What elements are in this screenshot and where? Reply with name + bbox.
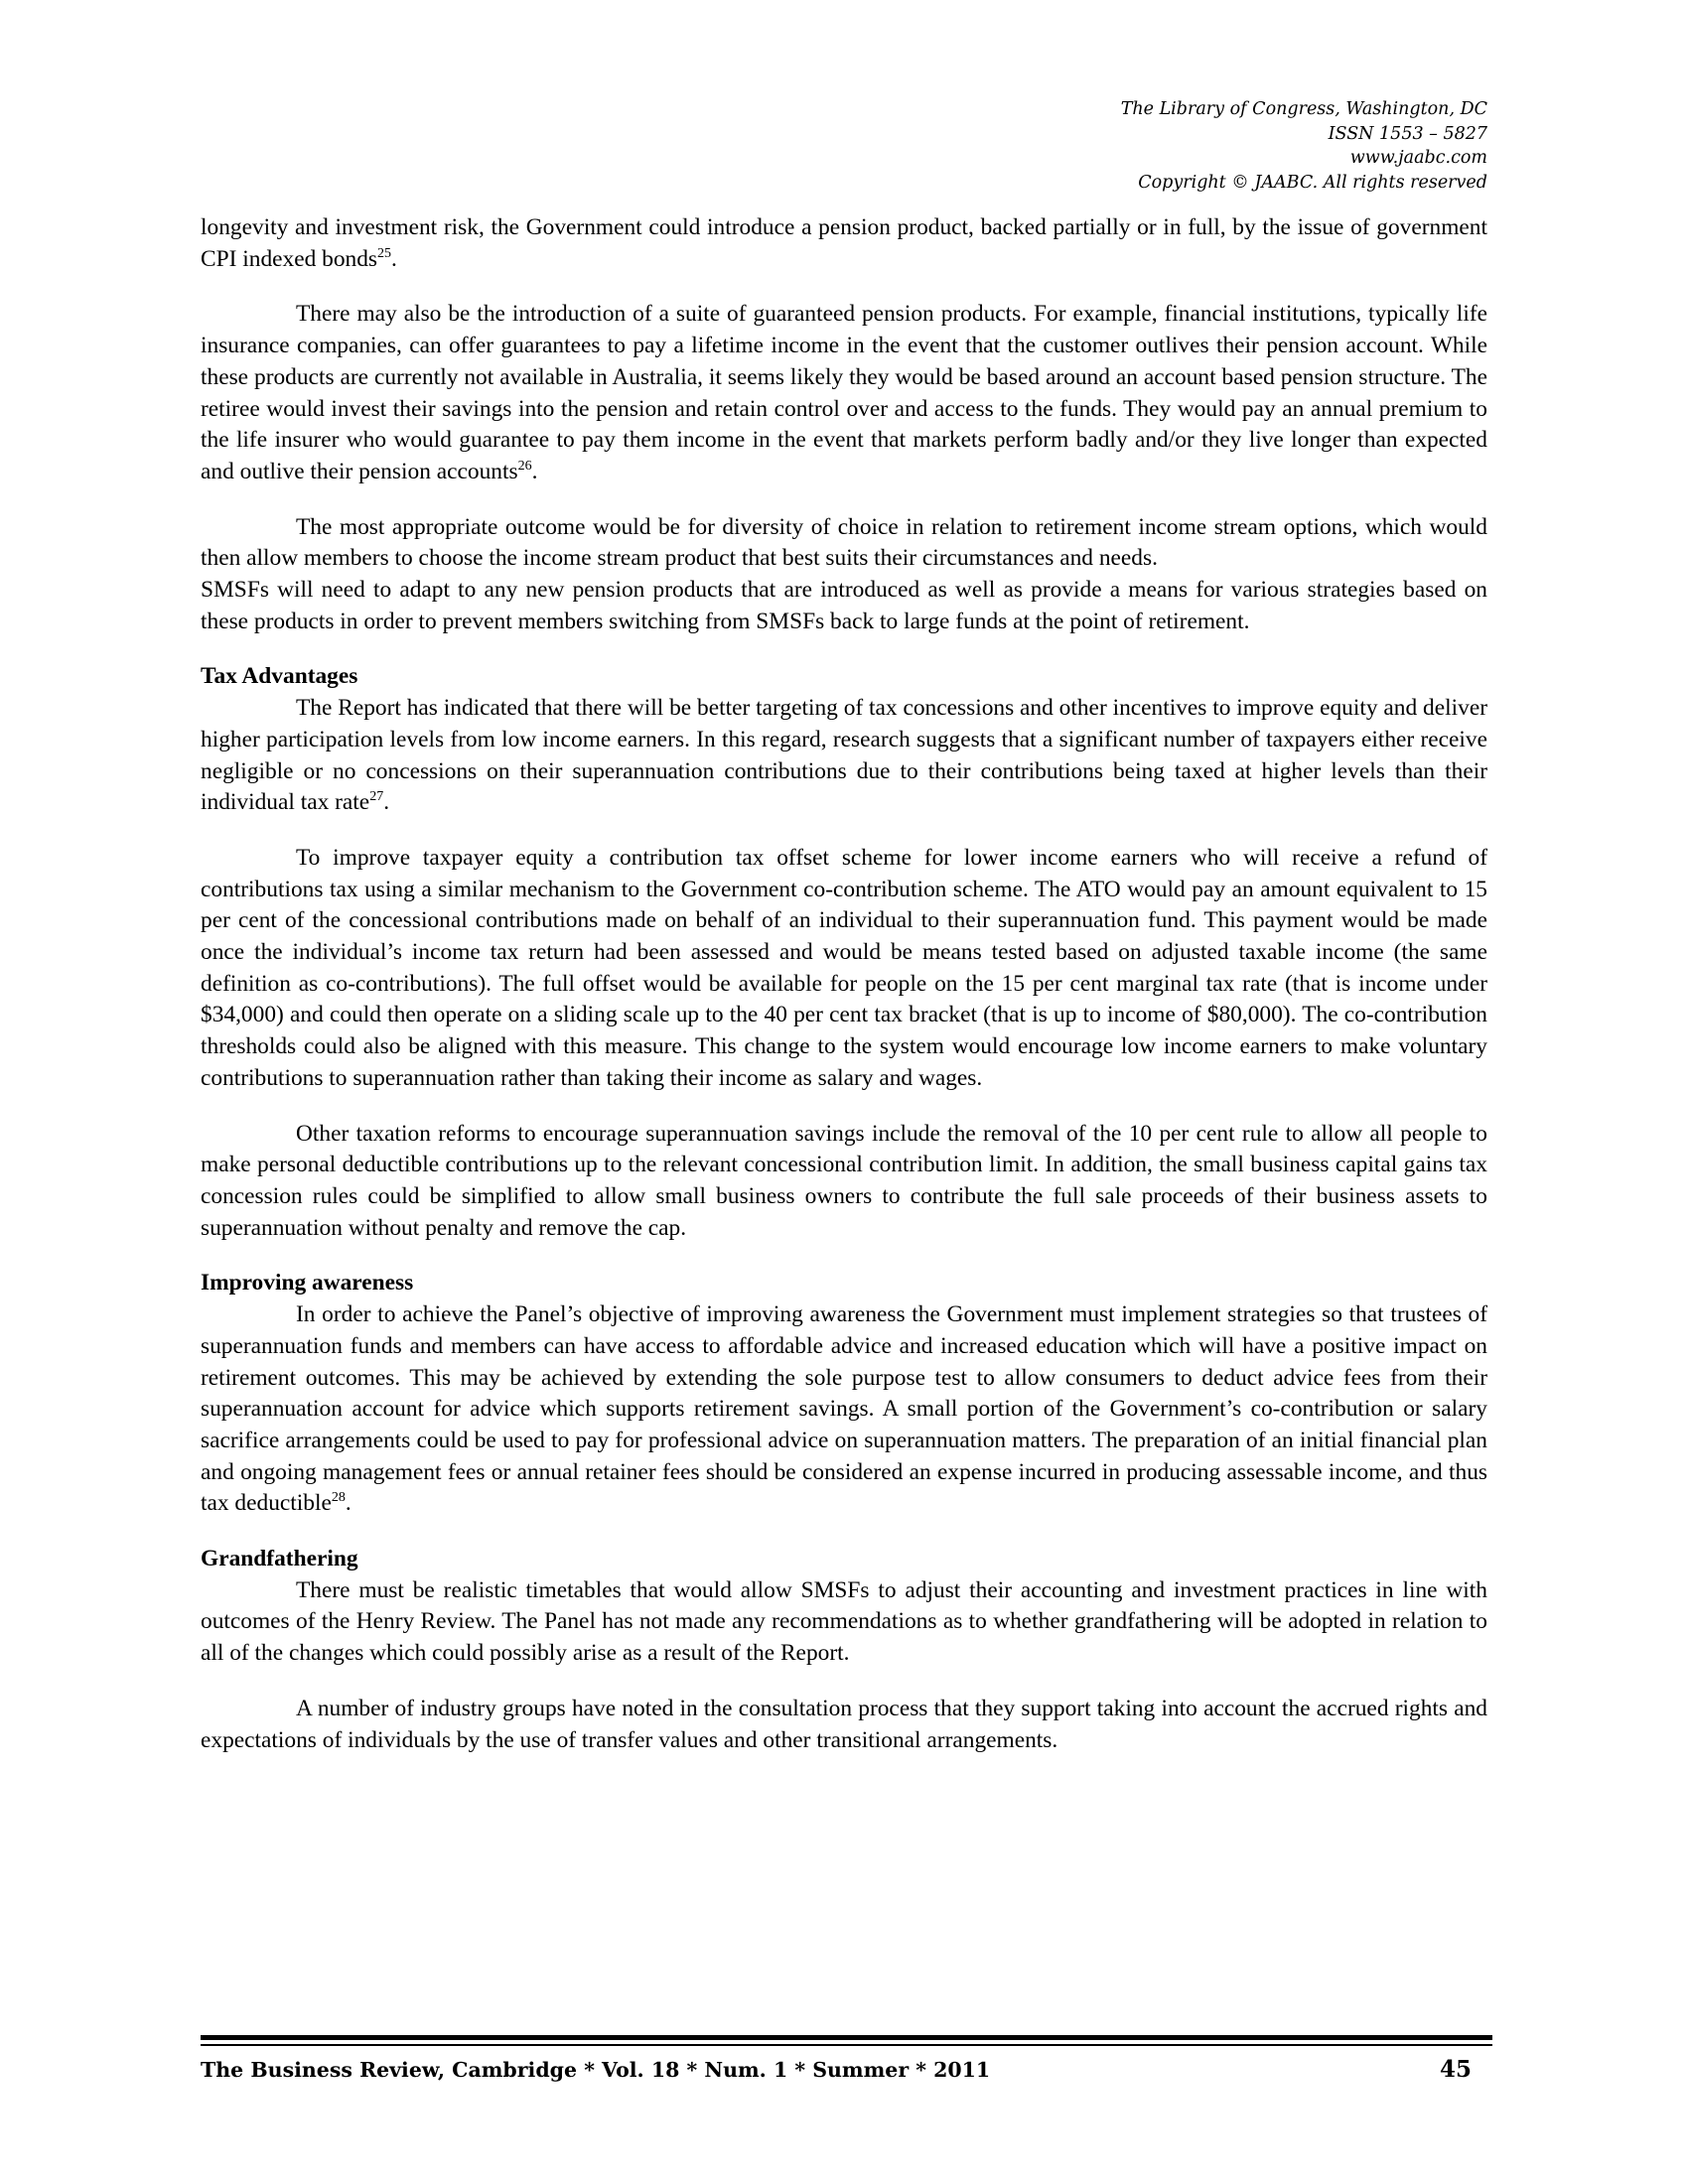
paragraph: The most appropriate outcome would be for diversity of choice in relation to retirement income stream options, which would then allow members to choose the income stream product that best suits their circumstances and needs. [201, 513, 1487, 572]
section-heading-improving-awareness: Improving awareness [201, 1270, 414, 1297]
paragraph: longevity and investment risk, the Government could introduce a pension product, backed partially or in full, by the issue of government CPI indexed bonds$^{25}$. [201, 214, 1487, 272]
footnote-ref: 28 [331, 1490, 346, 1506]
footer-journal-title: The Business Review, Cambridge * Vol. 18 * Num. 1 * Summer * 2011 [201, 2058, 991, 2082]
article-body [201, 212, 1487, 1756]
header-website-line: www.jaabc.com [1349, 148, 1487, 168]
section-heading-grandfathering: Grandfathering [201, 1546, 358, 1572]
paragraph: A number of industry groups have noted in the consultation process that they support taking into account the accrued rights and expectations of individuals by the use of transfer values and other transitional arrangements. [201, 1695, 1487, 1753]
paragraph: The Report has indicated that there will be better targeting of tax concessions and other incentives to improve equity and deliver higher participation levels from low income earners. In this regard, research suggests that a significant number of taxpayers either receive negligible or no concessions on their superannuation contributions due to their contributions being taxed at higher levels than their individual tax rate$^{27}$. [201, 695, 1487, 816]
footer-rule-thin [201, 2044, 1492, 2046]
paragraph: To improve taxpayer equity a contribution tax offset scheme for lower income earners who will receive a refund of contributions tax using a similar mechanism to the Government co-contribution scheme. The ATO would pay an amount equivalent to 15 per cent of the concessional contributions made on behalf of an individual to their superannuation fund. This payment would be made once the individual’s income tax return had been assessed and would be means tested based on adjusted taxable income (the same definition as co-contributions). The full offset would be available for people on the 15 per cent marginal tax rate (that is income under $34,000) and could then operate on a sliding scale up to the 40 per cent tax bracket (that is up to income of $80,000). The co-contribution thresholds could also be aligned with this measure. This change to the system would encourage low income earners to make voluntary contributions to superannuation rather than taking their income as salary and wages. [201, 844, 1487, 1091]
header-library-line: The Library of Congress, Washington, DC [1120, 99, 1487, 119]
footnote-ref: 27 [369, 789, 384, 805]
paragraph: There may also be the introduction of a suite of guaranteed pension products. For example, financial institutions, typically life insurance companies, can offer guarantees to pay a lifetime income in the event that the customer outlives their pension account. While these products are currently not available in Australia, it seems likely they would be based around an account based pension structure. The retiree would invest their savings into the pension and retain control over and access to the funds. They would pay an annual premium to the life insurer who would guarantee to pay them income in the event that markets perform badly and/or they live longer than expected and outlive their pension accounts$^{26}$. [201, 301, 1487, 484]
paragraph: There must be realistic timetables that would allow SMSFs to adjust their accounting and investment practices in line with outcomes of the Henry Review. The Panel has not made any recommendations as to whether grandfathering will be adopted in relation to all of the changes which could possibly arise as a result of the Report. [201, 1576, 1487, 1667]
header-copyright-line: Copyright © JAABC. All rights reserved [1138, 172, 1487, 193]
header-issn-line: ISSN 1553 – 5827 [1328, 123, 1487, 144]
journal-header [1121, 97, 1487, 195]
page-number: 45 [1439, 2056, 1472, 2083]
footer-rule-thick [201, 2035, 1492, 2040]
paragraph: SMSFs will need to adapt to any new pension products that are introduced as well as provide a means for various strategies based on these products in order to prevent members switching from SMSFs back to large funds at the point of retirement. [201, 577, 1487, 634]
footnote-ref: 26 [517, 459, 532, 475]
section-heading-tax-advantages: Tax Advantages [201, 663, 358, 690]
paragraph: In order to achieve the Panel’s objective of improving awareness the Government must implement strategies so that trustees of superannuation funds and members can have access to affordable advice and increased education which will have a positive impact on retirement outcomes. This may be achieved by extending the sole purpose test to allow consumers to deduct advice fees from their superannuation account for advice which supports retirement savings. A small portion of the Government’s co-contribution or salary sacrifice arrangements could be used to pay for professional advice on superannuation matters. The preparation of an initial financial plan and ongoing management fees or annual retainer fees should be considered an expense incurred in producing assessable income, and thus tax deductible$^{28}$. [201, 1301, 1487, 1517]
footnote-ref: 25 [377, 245, 392, 261]
paragraph: Other taxation reforms to encourage superannuation savings include the removal of the 10 per cent rule to allow all people to make personal deductible contributions up to the relevant concessional contribution limit. In addition, the small business capital gains tax concession rules could be simplified to allow small business owners to contribute the full sale proceeds of their business assets to superannuation without penalty and remove the cap. [201, 1120, 1487, 1241]
